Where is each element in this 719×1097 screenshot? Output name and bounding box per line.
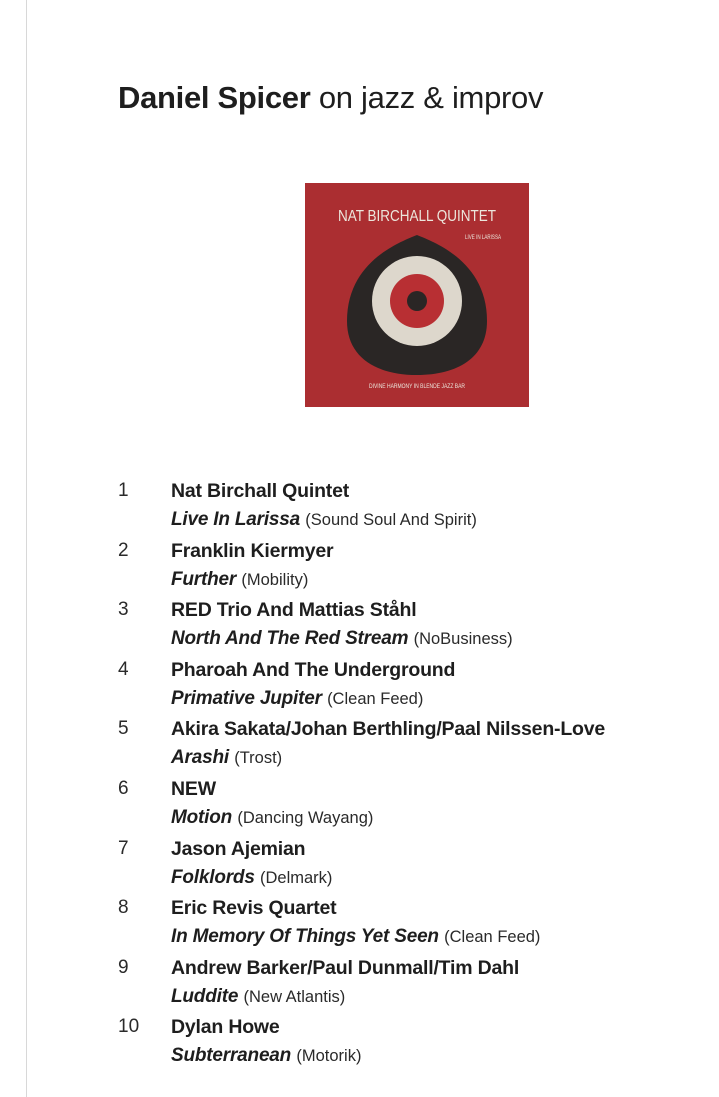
- list-item-label: (New Atlantis): [243, 987, 346, 1006]
- list-item-rank: 6: [118, 777, 129, 799]
- list-item-album: Luddite: [171, 985, 239, 1007]
- list-item-artist: RED Trio And Mattias Ståhl: [171, 599, 417, 622]
- list-item-label: (Mobility): [241, 570, 309, 589]
- list-item-album-line: [171, 626, 513, 652]
- list-item-rank: 10: [118, 1016, 140, 1038]
- list-item-album-line: [171, 924, 540, 950]
- list-item-album: Live In Larissa: [171, 509, 301, 530]
- list-item: [118, 893, 708, 953]
- list-item: [118, 774, 708, 834]
- list-item-album: Further: [171, 568, 237, 590]
- author-name: Daniel Spicer: [118, 80, 311, 115]
- list-item-album: North And The Red Stream: [171, 628, 409, 650]
- album-list: [118, 476, 708, 1072]
- list-item-label: (Clean Feed): [444, 928, 541, 947]
- list-item: [118, 1012, 708, 1072]
- list-item-album-line: [171, 1043, 361, 1069]
- cover-band-text: NAT BIRCHALL QUINTET: [338, 208, 497, 225]
- list-item-rank: 8: [118, 897, 129, 919]
- list-item: [118, 536, 708, 596]
- list-item-label: (Clean Feed): [327, 689, 424, 708]
- page-subtitle: on jazz & improv: [318, 80, 544, 115]
- page-title: [118, 78, 543, 118]
- list-item: [118, 476, 708, 536]
- list-item-album-line: [171, 686, 423, 712]
- list-item-label: (Delmark): [260, 868, 333, 887]
- list-item-album-line: [171, 865, 332, 891]
- list-item-artist: Dylan Howe: [171, 1016, 280, 1039]
- list-item-artist: Pharoah And The Underground: [171, 658, 456, 681]
- list-item-album-line: [171, 745, 282, 771]
- cover-center-dot: [407, 291, 427, 311]
- cover-title-text: LIVE IN LARISSA: [465, 235, 501, 241]
- list-item-rank: 3: [118, 599, 129, 621]
- list-item-album: Motion: [171, 806, 233, 828]
- list-item-artist: Franklin Kiermyer: [171, 539, 334, 562]
- list-item: [118, 714, 708, 774]
- list-item-artist: Andrew Barker/Paul Dunmall/Tim Dahl: [171, 956, 520, 979]
- list-item-album-line: [171, 805, 373, 831]
- album-cover: [305, 183, 529, 407]
- list-item-rank: 7: [118, 837, 129, 859]
- list-item-artist: NEW: [171, 777, 216, 800]
- list-item-rank: 4: [118, 658, 129, 680]
- list-item-rank: 1: [118, 480, 129, 501]
- list-item-album: Primative Jupiter: [171, 687, 322, 709]
- list-item-album: Subterranean: [171, 1045, 292, 1067]
- list-item-label: (Motorik): [296, 1047, 362, 1066]
- list-item-rank: 2: [118, 539, 129, 561]
- list-item-artist: Jason Ajemian: [171, 837, 306, 860]
- list-item-artist: Eric Revis Quartet: [171, 897, 337, 920]
- list-item-album: Arashi: [171, 747, 229, 769]
- list-item: [118, 595, 708, 655]
- list-item: [118, 834, 708, 894]
- list-item: [118, 655, 708, 715]
- list-item-rank: 9: [118, 956, 129, 978]
- list-item-label: (Sound Soul And Spirit): [305, 511, 477, 529]
- list-item-label: (NoBusiness): [413, 630, 513, 649]
- list-item-album-line: [171, 567, 308, 593]
- list-item-label: (Trost): [234, 749, 283, 768]
- list-item-album-line: [171, 984, 345, 1010]
- list-item-artist: Akira Sakata/Johan Berthling/Paal Nilssen-Love: [171, 718, 606, 741]
- list-item-artist: Nat Birchall Quintet: [171, 480, 350, 502]
- cover-footer-text: DIVINE HARMONY IN BLENDE JAZZ BAR: [369, 384, 466, 390]
- list-item-album: In Memory Of Things Yet Seen: [171, 926, 439, 948]
- list-item-label: (Dancing Wayang): [237, 808, 374, 827]
- list-item-album-line: [171, 507, 477, 533]
- list-item: [118, 953, 708, 1013]
- left-margin-rule: [26, 0, 27, 1097]
- list-item-rank: 5: [118, 718, 129, 740]
- list-item-album: Folklords: [171, 866, 255, 888]
